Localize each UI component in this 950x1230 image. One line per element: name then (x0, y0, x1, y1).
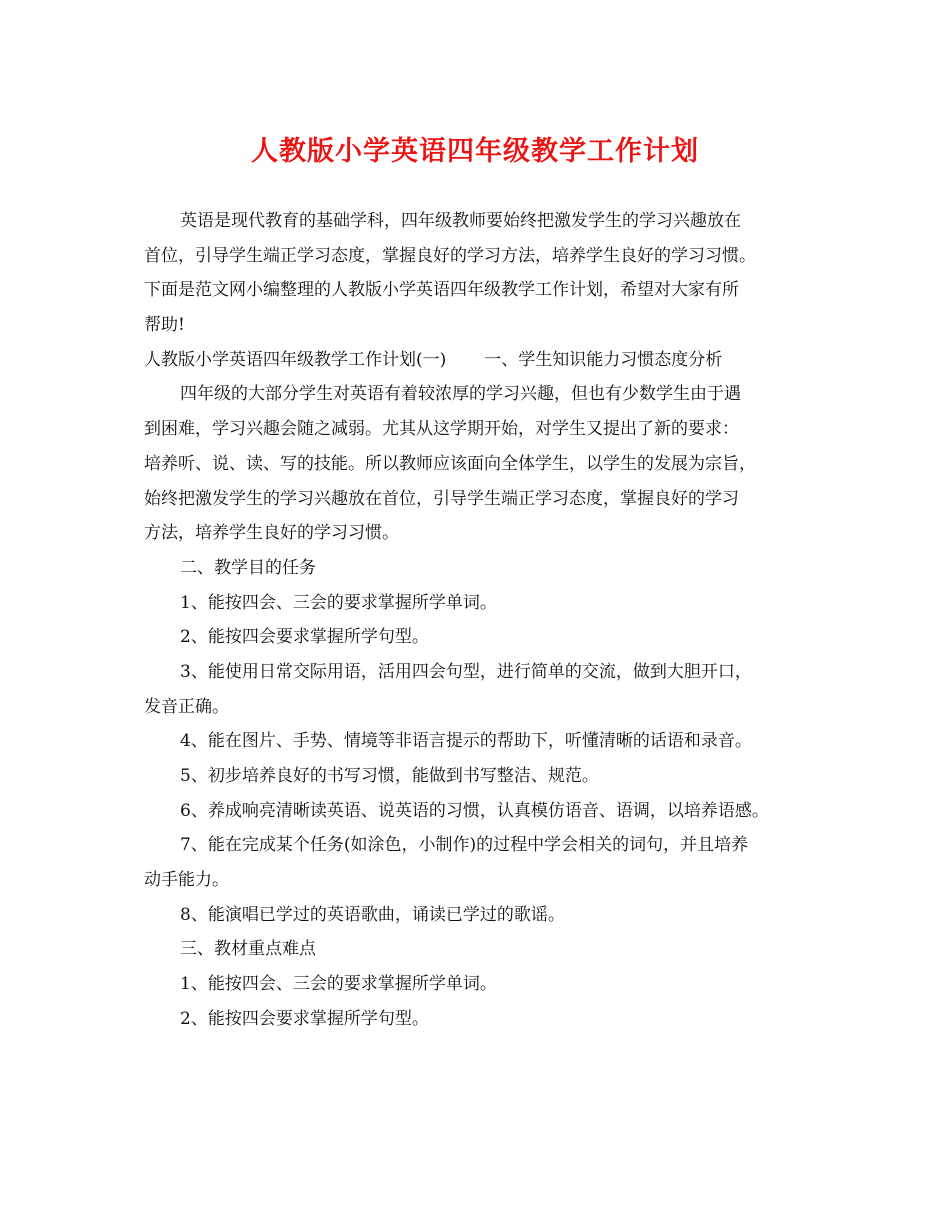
list-item: 6、养成响亮清晰读英语、说英语的习惯，认真模仿语音、语调，以培养语感。 (180, 800, 769, 821)
list-item: 8、能演唱已学过的英语歌曲，诵读已学过的歌谣。 (180, 904, 565, 925)
section-heading: 二、教学目的任务 (180, 557, 316, 578)
paragraph-line: 帮助! (144, 315, 185, 336)
paragraph-line: 培养听、说、读、写的技能。所以教师应该面向全体学生，以学生的发展为宗旨， (144, 453, 756, 474)
list-item-continuation: 发音正确。 (144, 696, 229, 717)
list-item: 5、初步培养良好的书写习惯，能做到书写整洁、规范。 (180, 766, 599, 786)
paragraph-line: 方法，培养学生良好的学习习惯。 (144, 523, 399, 544)
paragraph-line: 首位，引导学生端正学习态度，掌握良好的学习方法，培养学生良好的学习习惯。 (144, 245, 756, 266)
list-item: 2、能按四会要求掌握所学句型。 (180, 627, 429, 648)
list-item: 2、能按四会要求掌握所学句型。 (180, 1008, 429, 1029)
list-item: 1、能按四会、三会的要求掌握所学单词。 (180, 974, 497, 995)
list-item: 4、能在图片、手势、情境等非语言提示的帮助下，听懂清晰的话语和录音。 (180, 731, 752, 752)
document-body (144, 204, 824, 1037)
section-heading: 三、教材重点难点 (180, 939, 316, 960)
paragraph-line: 到困难，学习兴趣会随之减弱。尤其从这学期开始，对学生又提出了新的要求： (144, 419, 739, 440)
list-item-continuation: 动手能力。 (144, 870, 229, 891)
paragraph-line: 下面是范文网小编整理的人教版小学英语四年级教学工作计划，希望对大家有所 (144, 280, 739, 301)
section-heading-line (144, 343, 824, 378)
plan-subtitle: 人教版小学英语四年级教学工作计划(一) (144, 349, 447, 370)
document-title: 人教版小学英语四年级教学工作计划 (251, 136, 699, 167)
list-item: 3、能使用日常交际用语，活用四会句型，进行简单的交流，做到大胆开口， (180, 661, 752, 682)
paragraph-line: 始终把激发学生的学习兴趣放在首位，引导学生端正学习态度，掌握良好的学习 (144, 488, 739, 509)
paragraph-line: 英语是现代教育的基础学科，四年级教师要始终把激发学生的学习兴趣放在 (180, 211, 741, 231)
section-heading: 一、学生知识能力习惯态度分析 (484, 349, 723, 370)
paragraph-line: 四年级的大部分学生对英语有着较浓厚的学习兴趣，但也有少数学生由于遇 (180, 384, 741, 405)
list-item: 7、能在完成某个任务(如涂色，小制作)的过程中学会相关的词句，并且培养 (180, 835, 749, 856)
list-item: 1、能按四会、三会的要求掌握所学单词。 (180, 592, 497, 613)
